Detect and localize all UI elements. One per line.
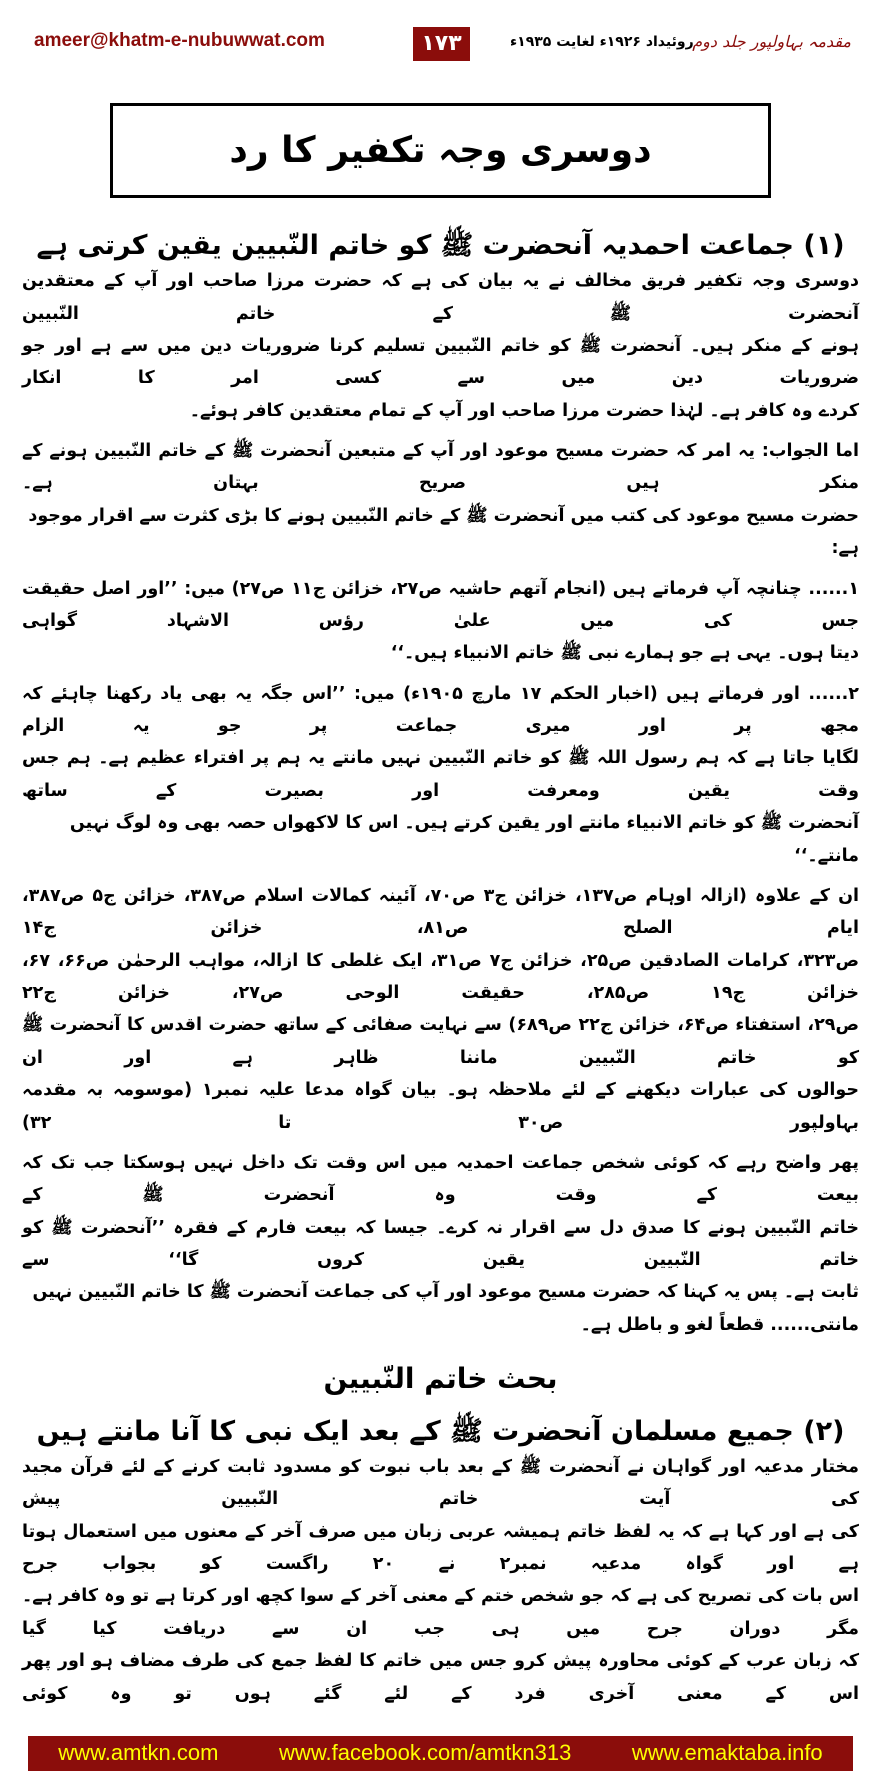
header-book-title: مقدمہ بہاولپور جلد دوم: [692, 32, 851, 51]
section-heading-1: (۱) جماعت احمدیہ آنحضرت ﷺ کو خاتم النّبیین یقین کرتی ہے: [36, 230, 845, 261]
header-email: ameer@khatm-e-nubuwwat.com: [34, 30, 325, 51]
section-1-body: [0, 265, 881, 1341]
body-line: خاتم النّبیین ہونے کا صدق دل سے اقرار نہ کرے۔ جیسا کہ بیعت فارم کے فقرہ ’’آنحضرت ﷺ کو خاتم النّبیین یقین کروں گا‘‘ سے: [22, 1217, 859, 1271]
body-line: ۲...... اور فرماتے ہیں (اخبار الحکم ۱۷ مارچ ۱۹۰۵ء) میں: ’’اس جگہ یہ بھی یاد رکھنا چاہئے کہ مجھ پر اور میری جماعت پر جو یہ الزام: [22, 683, 859, 737]
paragraph-gap: [22, 1139, 859, 1147]
body-line: اس بات کی تصریح کی ہے کہ جو شخص ختم کے معنی آخر کے سوا کچھ اور کرتا ہے تو وہ کافر ہے۔ مگر دوران جرح میں ہی جب ان سے دریافت کیا گیا: [22, 1586, 859, 1639]
body-line: لگایا جاتا ہے کہ ہم رسول اللہ ﷺ کو خاتم النّبیین نہیں مانتے یہ ہم پر افتراء عظیم ہے۔ ہم جس وقت یقین ومعرفت اور بصیرت کے ساتھ: [22, 748, 859, 801]
section-2-body: [0, 1451, 881, 1710]
body-line: ص۲۹، استفتاء ص۶۴، خزائن ج۲۲ ص۶۸۹) سے نہایت صفائی کے ساتھ حضرت اقدس کا آنحضرت ﷺ کو خاتم النّبیین ماننا ظاہر ہے اور ان: [22, 1015, 860, 1068]
paragraph-gap: [22, 872, 859, 880]
footer-link-emaktaba[interactable]: www.emaktaba.info: [631, 1740, 823, 1766]
body-line: حوالوں کی عبارات دیکھنے کے لئے ملاحظہ ہو۔ بیان گواہ مدعا علیہ نمبر۱ (موسومہ بہ مقدمہ بہاولپور ص۳۰ تا ۳۲): [22, 1080, 859, 1133]
footer-link-amtkn[interactable]: www.amtkn.com: [58, 1740, 219, 1766]
body-line: ثابت ہے۔ پس یہ کہنا کہ حضرت مسیح موعود اور آپ کی جماعت آنحضرت ﷺ کا خاتم النّبیین نہیں مانتی...... قطعاً لغو و باطل ہے۔: [32, 1282, 859, 1335]
page-header: [0, 0, 881, 90]
chapter-title-box: [110, 103, 771, 198]
paragraph-gap: [22, 565, 859, 573]
paragraph-gap: [22, 427, 859, 435]
chapter-title: دوسری وجہ تکفیر کا رد: [229, 130, 652, 171]
body-line: مختار مدعیہ اور گواہان نے آنحضرت ﷺ کے بعد باب نبوت کو مسدود ثابت کرنے کے لئے قرآن مجید کی آیت خاتم النّبیین پیش: [22, 1456, 859, 1510]
body-line: ہونے کے منکر ہیں۔ آنحضرت ﷺ کو خاتم النّبیین تسلیم کرنا ضروریات دین میں سے ہے اور جو ضروریات دین میں سے کسی امر کا انکار: [22, 335, 859, 389]
section-heading-2: (۲) جمیع مسلمان آنحضرت ﷺ کے بعد ایک نبی کا آنا مانتے ہیں: [36, 1415, 845, 1447]
body-line: ان کے علاوہ (ازالہ اوہام ص۱۳۷، خزائن ج۳ ص۷۰، آئینہ کمالات اسلام ص۳۸۷، خزائن ج۵ ص۳۸۷، ایام الصلح ص۸۱، خزائن ج۱۴: [22, 885, 860, 939]
footer-link-facebook[interactable]: www.facebook.com/amtkn313: [279, 1740, 572, 1766]
paragraph-gap: [22, 670, 859, 678]
page-number: ۱۷۳: [413, 27, 470, 61]
body-line: کردے وہ کافر ہے۔ لہٰذا حضرت مرزا صاحب اور آپ کے تمام معتقدین کافر ہوئے۔: [189, 400, 859, 421]
body-line: آنحضرت ﷺ کو خاتم الانبیاء مانتے اور یقین کرتے ہیں۔ اس کا لاکھواں حصہ بھی وہ لوگ نہیں مانتے۔‘‘: [69, 813, 859, 866]
body-line: ۱...... چنانچہ آپ فرماتے ہیں (انجام آتھم حاشیہ ص۲۷، خزائن ج۱۱ ص۲۷) میں: ’’اور اصل حقیقت جس کی میں علیٰ رؤس الاشہاد گواہی: [22, 578, 860, 631]
body-line: حضرت مسیح موعود کی کتب میں آنحضرت ﷺ کے خاتم النّبیین ہونے کا بڑی کثرت سے اقرار موجود ہے:: [28, 505, 859, 559]
body-line: اما الجواب: یہ امر کہ حضرت مسیح موعود اور آپ کے متبعین آنحضرت ﷺ کے خاتم النّبیین ہونے کے منکر ہیں صریح بہتان ہے۔: [22, 441, 859, 494]
body-line: ص۳۲۳، کرامات الصادقین ص۲۵، خزائن ج۷ ص۳۱، ایک غلطی کا ازالہ، مواہب الرحمٰن ص۶۶، ۶۷، خزائن ج۱۹ ص۲۸۵، حقیقت الوحی ص۲۷، خزائن ج۲۲: [22, 950, 859, 1004]
body-line: کی ہے اور کہا ہے کہ یہ لفظ خاتم ہمیشہ عربی زبان میں صرف آخر کے معنوں میں استعمال ہوتا ہے اور گواہ مدعیہ نمبر۲ نے ۲۰ راگست کو بجواب جرح: [22, 1521, 859, 1574]
section-heading-khatm: بحث خاتم النّبیین: [323, 1362, 558, 1396]
header-date-range: روئیداد ۱۹۲۶ء لغایت ۱۹۳۵ء: [510, 34, 694, 50]
footer-bar: [28, 1736, 853, 1771]
body-line: کہ زبان عرب کے کوئی محاورہ پیش کرو جس میں خاتم کا لفظ جمع کی طرف مضاف ہو اور پھر اس کے معنی آخری فرد کے لئے گئے ہوں تو وہ کوئی: [22, 1651, 859, 1704]
body-line: دیتا ہوں۔ یہی ہے جو ہمارے نبی ﷺ خاتم الانبیاء ہیں۔‘‘: [390, 643, 859, 664]
body-line: پھر واضح رہے کہ کوئی شخص جماعت احمدیہ میں اس وقت تک داخل نہیں ہوسکتا جب تک کہ بیعت کے وقت وہ آنحضرت ﷺ کے: [22, 1152, 859, 1206]
body-line: دوسری وجہ تکفیر فریق مخالف نے یہ بیان کی ہے کہ حضرت مرزا صاحب اور آپ کے معتقدین آنحضرت ﷺ کے خاتم النّبیین: [22, 271, 859, 324]
